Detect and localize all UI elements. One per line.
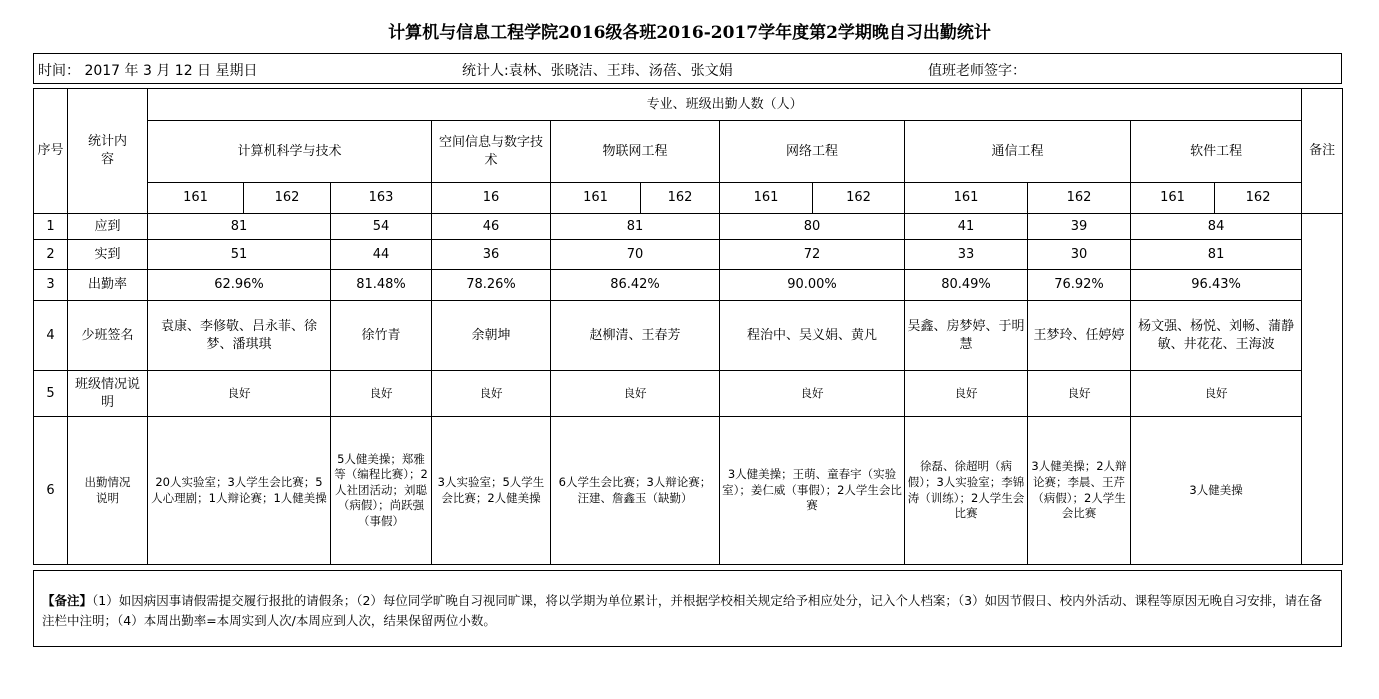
teacher-sign-label: 值班老师签字： [928, 63, 1026, 79]
class-header: 161 [148, 183, 244, 214]
class-header: 161 [905, 183, 1028, 214]
table-cell: 3人健美操；2人辩论赛；李晨、王芹（病假）；2人学生会比赛 [1028, 417, 1131, 565]
class-header: 161 [551, 183, 641, 214]
row-number: 1 [34, 214, 68, 240]
table-cell: 3人实验室；5人学生会比赛；2人健美操 [432, 417, 551, 565]
row-number: 4 [34, 301, 68, 371]
row-number: 3 [34, 270, 68, 301]
table-row [34, 270, 1343, 301]
table-cell: 良好 [551, 371, 720, 417]
table-cell: 良好 [331, 371, 432, 417]
table-cell: 46 [432, 214, 551, 240]
table-cell: 54 [331, 214, 432, 240]
major-header: 计算机科学与技术 [148, 121, 432, 183]
row-label: 出勤情况说明 [68, 417, 148, 565]
major-header: 软件工程 [1131, 121, 1302, 183]
class-header: 161 [1131, 183, 1215, 214]
table-row [34, 301, 1343, 371]
table-row [34, 240, 1343, 270]
page-title: 计算机与信息工程学院2016级各班2016-2017学年度第2学期晚自习出勤统计 [388, 23, 991, 43]
row-label: 出勤率 [68, 270, 148, 301]
class-header: 161 [720, 183, 813, 214]
table-cell: 62.96% [148, 270, 331, 301]
table-cell: 81 [551, 214, 720, 240]
class-header: 163 [331, 183, 432, 214]
major-header: 物联网工程 [551, 121, 720, 183]
table-cell: 6人学生会比赛；3人辩论赛；汪建、詹鑫玉（缺勤） [551, 417, 720, 565]
table-cell: 86.42% [551, 270, 720, 301]
table-cell: 81 [148, 214, 331, 240]
table-cell: 王梦玲、任婷婷 [1028, 301, 1131, 371]
row-label: 少班签名 [68, 301, 148, 371]
table-cell: 41 [905, 214, 1028, 240]
table-cell: 81.48% [331, 270, 432, 301]
table-cell: 良好 [720, 371, 905, 417]
class-header: 16 [432, 183, 551, 214]
group-header: 专业、班级出勤人数（人） [148, 89, 1302, 121]
table-cell: 良好 [1131, 371, 1302, 417]
row-number: 6 [34, 417, 68, 565]
class-header: 162 [1215, 183, 1302, 214]
row-number: 2 [34, 240, 68, 270]
table-cell: 良好 [432, 371, 551, 417]
table-cell: 80.49% [905, 270, 1028, 301]
table-cell: 76.92% [1028, 270, 1131, 301]
table-cell: 39 [1028, 214, 1131, 240]
table-cell: 良好 [1028, 371, 1131, 417]
table-row [34, 417, 1343, 565]
table-row [34, 371, 1343, 417]
content-header: 统计内容 [68, 89, 148, 214]
table-cell: 程治中、吴义娟、黄凡 [720, 301, 905, 371]
row-label: 应到 [68, 214, 148, 240]
table-cell: 20人实验室；3人学生会比赛；5人心理剧；1人辩论赛；1人健美操 [148, 417, 331, 565]
class-header: 162 [641, 183, 720, 214]
row-label: 班级情况说明 [68, 371, 148, 417]
table-cell: 84 [1131, 214, 1302, 240]
table-cell: 徐竹青 [331, 301, 432, 371]
table-cell: 杨文强、杨悦、刘畅、蒲静敏、井花花、王海波 [1131, 301, 1302, 371]
table-cell: 90.00% [720, 270, 905, 301]
table-cell: 96.43% [1131, 270, 1302, 301]
table-cell: 吴鑫、房梦婷、于明慧 [905, 301, 1028, 371]
major-header: 通信工程 [905, 121, 1131, 183]
table-cell: 51 [148, 240, 331, 270]
table-cell: 78.26% [432, 270, 551, 301]
seq-header: 序号 [34, 89, 68, 214]
table-cell: 81 [1131, 240, 1302, 270]
table-cell: 33 [905, 240, 1028, 270]
table-cell: 72 [720, 240, 905, 270]
class-header: 162 [1028, 183, 1131, 214]
attendance-table [33, 88, 1343, 565]
info-row [33, 53, 1342, 84]
row-number: 5 [34, 371, 68, 417]
table-cell: 3人健美操；王萌、童春宇（实验室）；姜仁威（事假）；2人学生会比赛 [720, 417, 905, 565]
table-row [34, 214, 1343, 240]
table-cell: 36 [432, 240, 551, 270]
class-header: 162 [813, 183, 905, 214]
table-cell: 44 [331, 240, 432, 270]
table-cell: 70 [551, 240, 720, 270]
remark-cell [1302, 214, 1343, 565]
note-label: 【备注】 [42, 593, 93, 608]
counters-label: 统计人:袁林、张晓洁、王玮、汤蓓、张文娟 [462, 63, 733, 79]
table-cell: 徐磊、徐超明（病假）；3人实验室；李锦涛（训练）；2人学生会比赛 [905, 417, 1028, 565]
table-cell: 30 [1028, 240, 1131, 270]
table-cell: 80 [720, 214, 905, 240]
table-cell: 袁康、李修敬、吕永菲、徐梦、潘琪琪 [148, 301, 331, 371]
note-box [33, 570, 1342, 647]
table-cell: 5人健美操；郑雅等（编程比赛）；2人社团活动；刘聪（病假）；尚跃强（事假） [331, 417, 432, 565]
table-cell: 赵柳清、王春芳 [551, 301, 720, 371]
major-header: 空间信息与数字技术 [432, 121, 551, 183]
date-label: 时间： 2017 年 3 月 12 日 星期日 [38, 63, 258, 79]
row-label: 实到 [68, 240, 148, 270]
table-cell: 良好 [148, 371, 331, 417]
table-cell: 良好 [905, 371, 1028, 417]
table-cell: 3人健美操 [1131, 417, 1302, 565]
note-text: （1）如因病因事请假需提交履行报批的请假条；（2）每位同学旷晚自习视同旷课，将以学期为单位累计，并根据学校相关规定给予相应处分，记入个人档案；（3）如因节假日、校内外活动、课程等原因无晚自习安排，请在备注栏中注明；（4）本周出勤率=本周实到人次/本周应到人次，结果保留两位小数。 [42, 593, 1323, 628]
class-header: 162 [244, 183, 331, 214]
table-cell: 余朝坤 [432, 301, 551, 371]
major-header: 网络工程 [720, 121, 905, 183]
remark-header: 备注 [1302, 89, 1343, 214]
